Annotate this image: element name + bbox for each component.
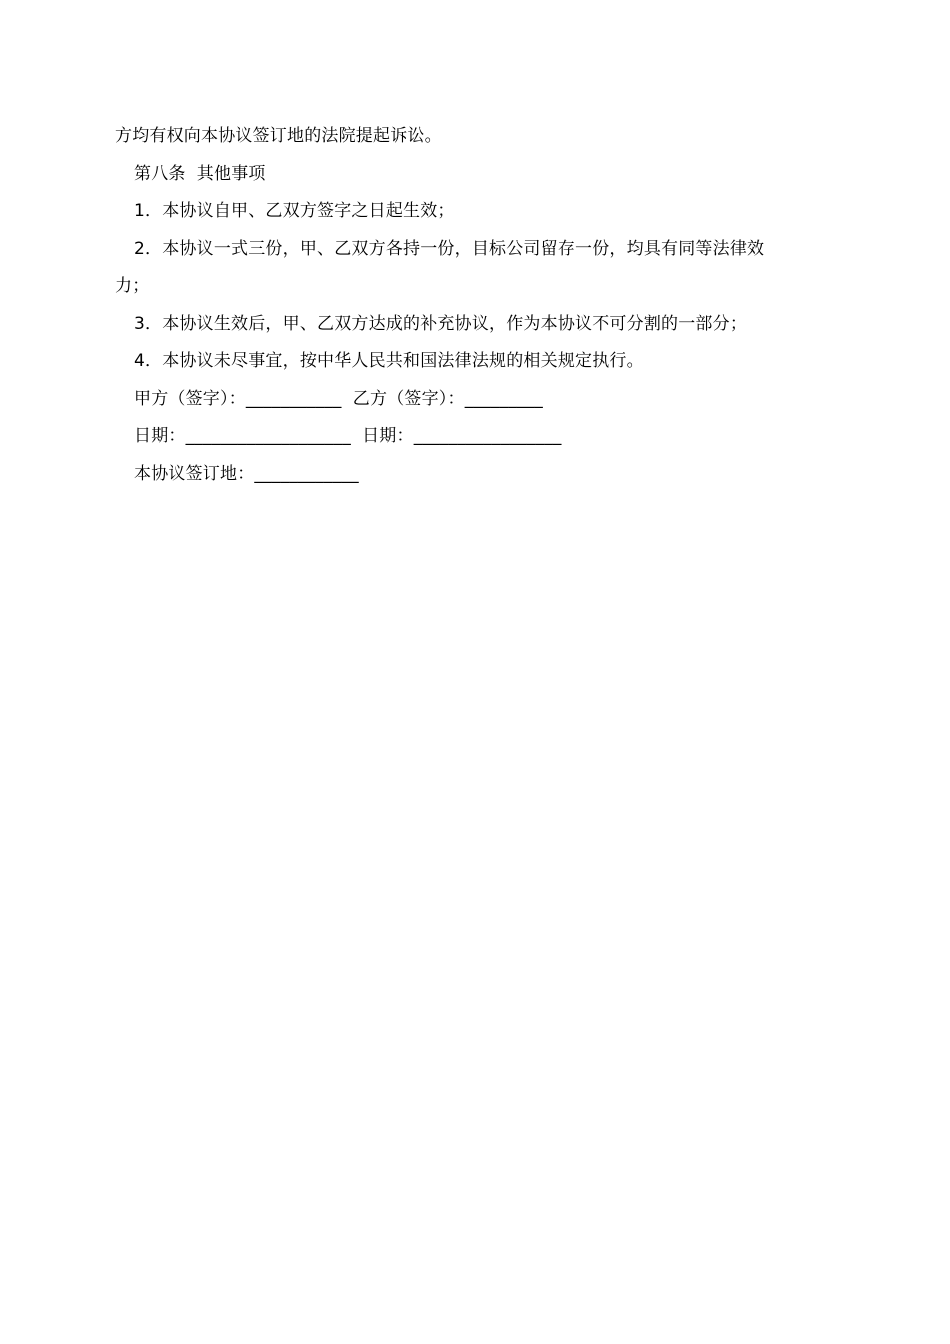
signature-line: 甲方（签字）：___________ 乙方（签字）：_________ [134,388,544,409]
document-body [115,118,840,493]
article-8-item-2: 2．本协议一式三份，甲、乙双方各持一份，目标公司留存一份，均具有同等法律效 [134,238,765,259]
article-8-item-2-continuation: 力； [115,276,150,296]
clause-7-continuation: 方均有权向本协议签订地的法院提起诉讼。 [115,126,442,146]
date-line: 日期：___________________ 日期：_________________ [134,426,562,446]
article-8-item-1: 1．本协议自甲、乙双方签字之日起生效； [134,201,455,221]
article-8-heading: 第八条 其他事项 [134,163,266,184]
article-8-item-4: 4．本协议未尽事宜，按中华人民共和国法律法规的相关规定执行。 [134,351,644,371]
signing-place-line: 本协议签订地：____________ [134,463,359,484]
article-8-item-3: 3．本协议生效后，甲、乙双方达成的补充协议，作为本协议不可分割的一部分； [134,313,748,334]
